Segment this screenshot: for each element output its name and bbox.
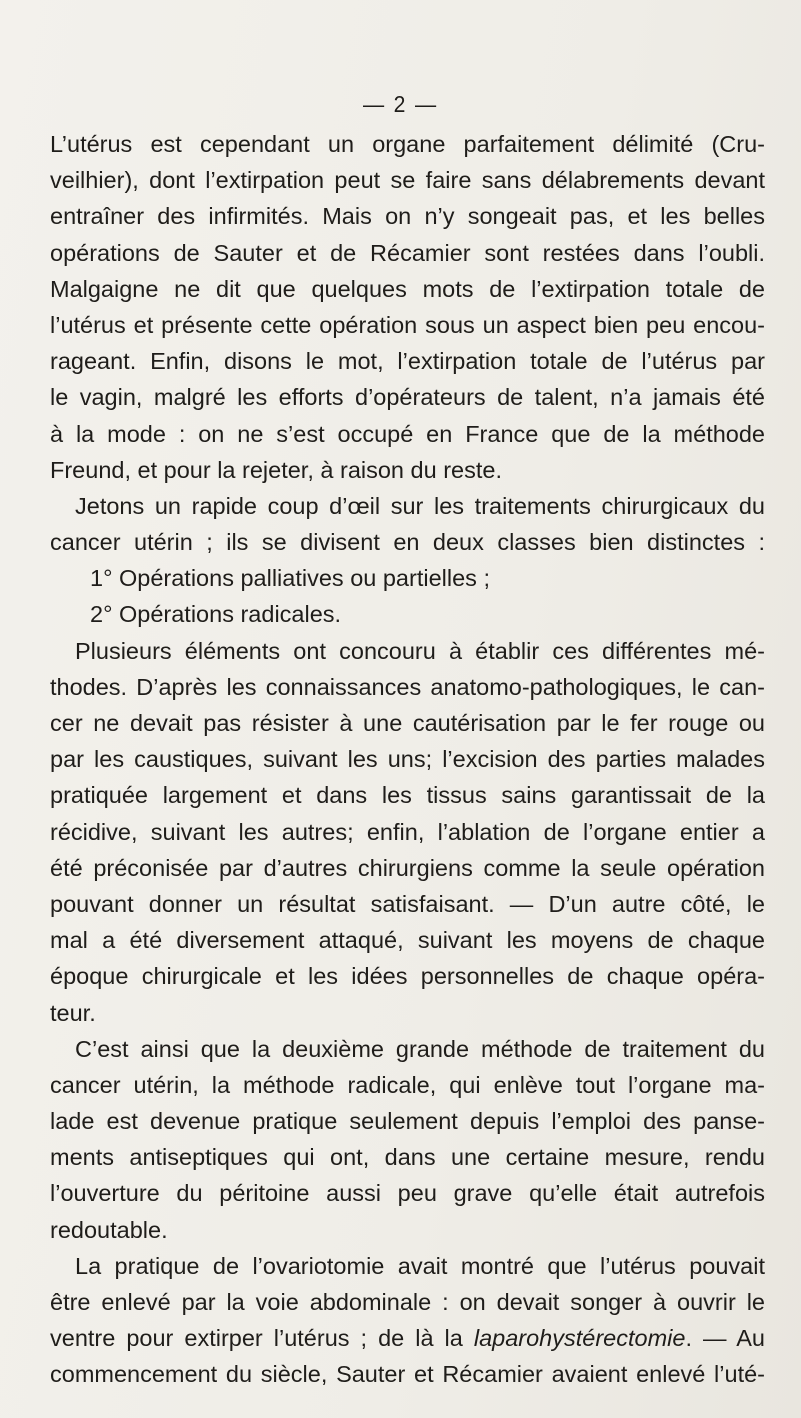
text-line: l’ouverture du péritoine aussi peu grave qu’elle était autrefois xyxy=(50,1180,765,1207)
text-line: teur. xyxy=(50,999,96,1026)
text-line: C’est ainsi que la deuxième grande méthode de traitement du xyxy=(75,1035,765,1062)
text-line: L’utérus est cependant un organe parfaitement délimité (Cru- xyxy=(50,131,765,157)
list-item: 1° Opérations palliatives ou partielles ; xyxy=(90,565,490,592)
text-line: Plusieurs éléments ont concouru à établir ces différentes mé- xyxy=(75,637,765,664)
text-segment: . — Au xyxy=(685,1325,765,1352)
text-line: rageant. Enfin, disons le mot, l’extirpation totale de l’utérus par xyxy=(50,348,765,375)
text-line: être enlevé par la voie abdominale : on devait songer à ouvrir le xyxy=(50,1289,765,1315)
text-line: pratiquée largement et dans les tissus sains garantissait de la xyxy=(50,782,765,809)
text-line: redoutable. xyxy=(50,1216,168,1243)
text-line: l’utérus et présente cette opération sous un aspect bien peu encou- xyxy=(50,311,765,338)
text-line: Freund, et pour la rejeter, à raison du reste. xyxy=(50,456,502,483)
body-text xyxy=(50,126,765,1393)
text-line: thodes. D’après les connaissances anatomo-pathologiques, le can- xyxy=(50,673,765,700)
text-line: époque chirurgicale et les idées personnelles de chaque opéra- xyxy=(50,963,765,990)
page-number: — 2 — xyxy=(362,91,439,117)
text-line-mixed xyxy=(50,1320,765,1356)
text-line: récidive, suivant les autres; enfin, l’ablation de l’organe entier a xyxy=(50,818,765,845)
text-line: par les caustiques, suivant les uns; l’excision des parties malades xyxy=(50,746,765,773)
text-line: La pratique de l’ovariotomie avait montré que l’utérus pouvait xyxy=(75,1252,765,1279)
text-line: été préconisée par d’autres chirurgiens comme la seule opération xyxy=(50,854,765,881)
text-line: pouvant donner un résultat satisfaisant. — D’un autre côté, le xyxy=(50,890,765,917)
text-line: lade est devenue pratique seulement depuis l’emploi des panse- xyxy=(50,1108,765,1135)
text-segment: ventre pour extirper l’utérus ; de là la xyxy=(50,1325,474,1352)
text-line: Jetons un rapide coup d’œil sur les traitements chirurgicaux du xyxy=(75,492,765,519)
text-line: cancer utérin, la méthode radicale, qui enlève tout l’organe ma- xyxy=(50,1071,765,1098)
text-line: opérations de Sauter et de Récamier sont restées dans l’oubli. xyxy=(50,239,765,266)
text-line: commencement du siècle, Sauter et Récamier avaient enlevé l’uté- xyxy=(50,1361,765,1388)
list-item: 2° Opérations radicales. xyxy=(90,601,342,628)
text-line: le vagin, malgré les efforts d’opérateurs de talent, n’a jamais été xyxy=(50,384,765,411)
text-line: cancer utérin ; ils se divisent en deux classes bien distinctes : xyxy=(50,529,765,556)
italic-term: laparohystérectomie xyxy=(473,1325,686,1352)
text-line: cer ne devait pas résister à une cautérisation par le fer rouge ou xyxy=(50,710,765,736)
text-line: Malgaigne ne dit que quelques mots de l’extirpation totale de xyxy=(50,275,765,302)
text-line: ments antiseptiques qui ont, dans une certaine mesure, rendu xyxy=(50,1144,765,1171)
text-line: mal a été diversement attaqué, suivant les moyens de chaque xyxy=(50,927,765,954)
text-line: veilhier), dont l’extirpation peut se faire sans délabrements devant xyxy=(50,167,765,194)
text-line: à la mode : on ne s’est occupé en France que de la méthode xyxy=(50,420,765,447)
text-line: entraîner des infirmités. Mais on n’y songeait pas, et les belles xyxy=(50,203,765,230)
